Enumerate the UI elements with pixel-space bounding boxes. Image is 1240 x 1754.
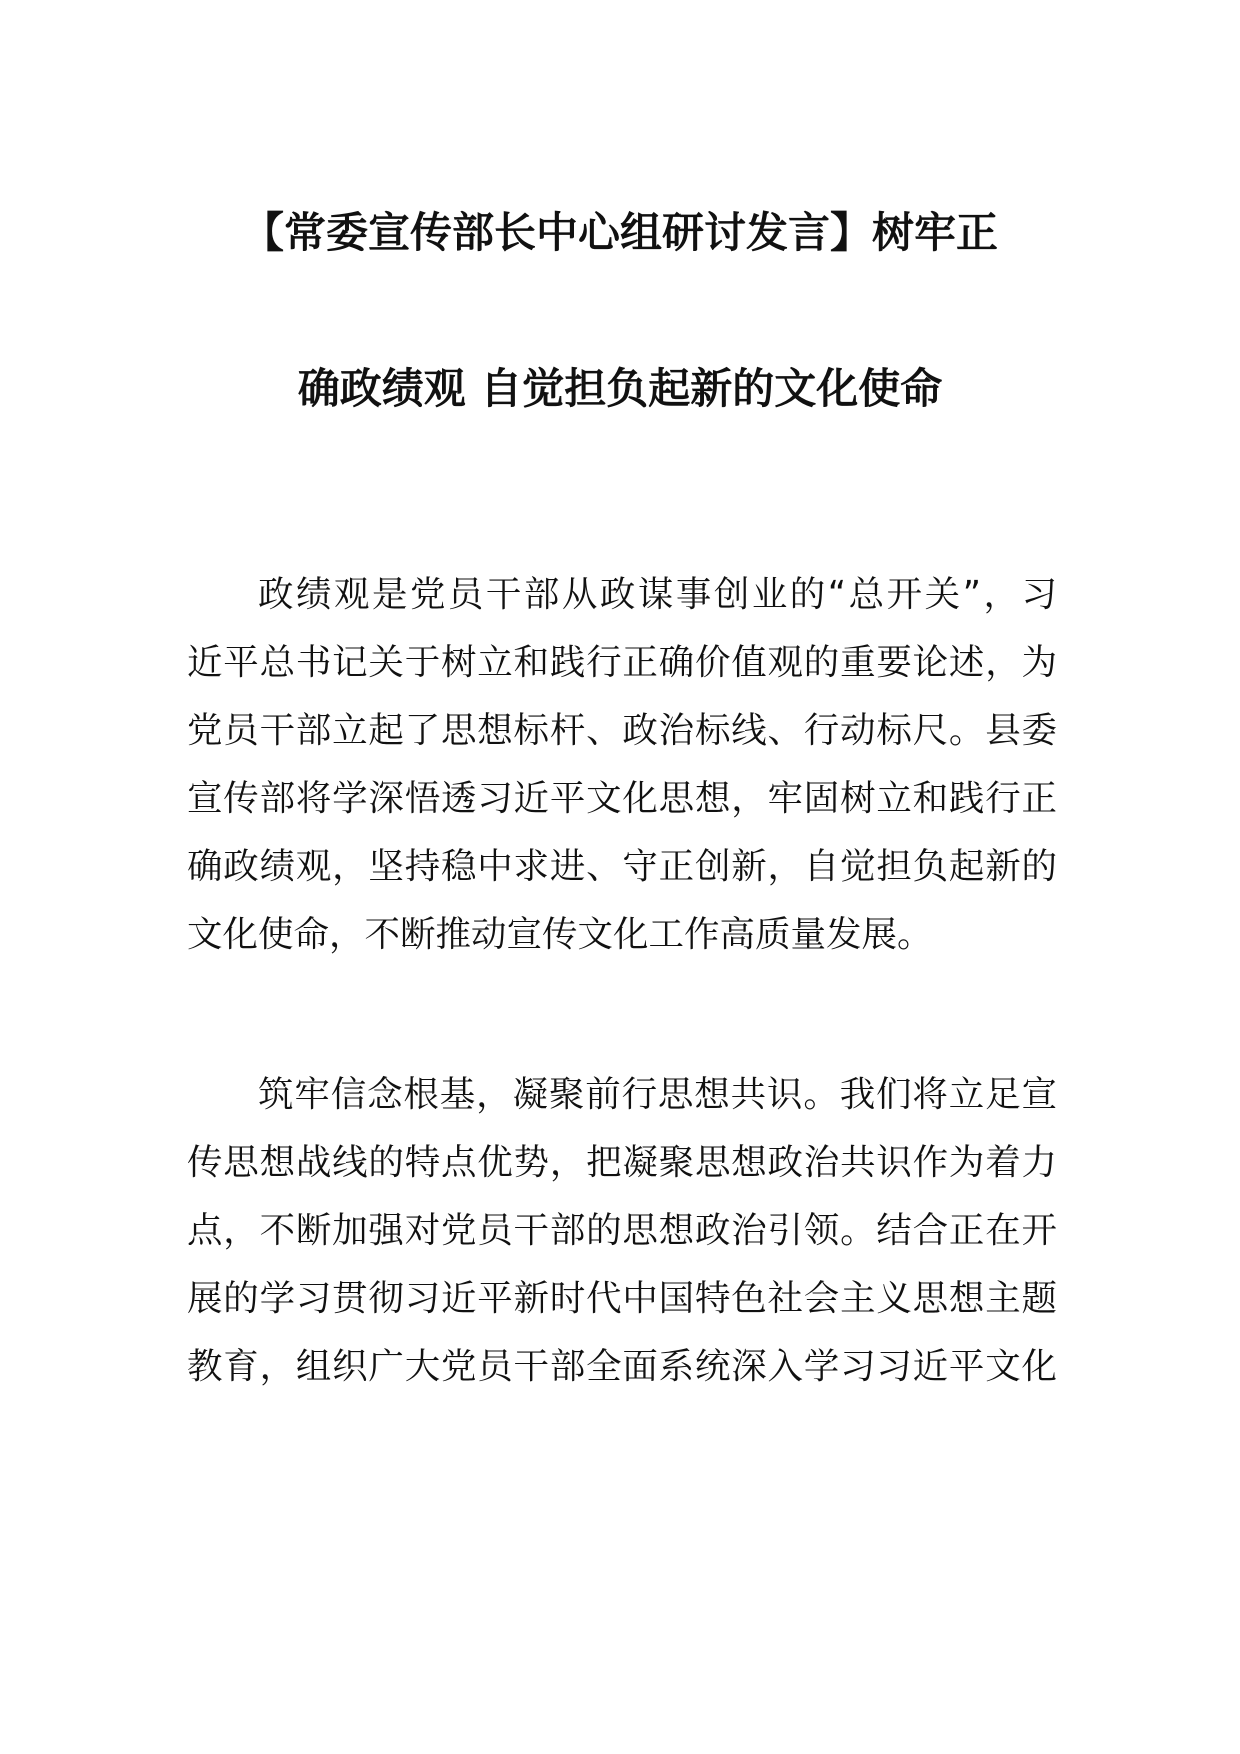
paragraph-2-line-1: 筑牢信念根基，凝聚前行思想共识。我们将立足宣 — [258, 1074, 1057, 1115]
paragraph-2-line-4: 展的学习贯彻习近平新时代中国特色社会主义思想主题 — [187, 1278, 1057, 1319]
paragraph-1-line-5: 确政绩观，坚持稳中求进、守正创新，自觉担负起新的 — [187, 846, 1057, 887]
document-title-line-1: 【常委宣传部长中心组研讨发言】树牢正 — [241, 208, 998, 257]
paragraph-1-line-3: 党员干部立起了思想标杆、政治标线、行动标尺。县委 — [187, 710, 1057, 751]
paragraph-2-line-2: 传思想战线的特点优势，把凝聚思想政治共识作为着力 — [187, 1142, 1057, 1183]
paragraph-2-line-3: 点，不断加强对党员干部的思想政治引领。结合正在开 — [187, 1210, 1057, 1251]
paragraph-1-line-2: 近平总书记关于树立和践行正确价值观的重要论述，为 — [187, 642, 1057, 683]
paragraph-1-line-1: 政绩观是党员干部从政谋事创业的“总开关”，习 — [258, 574, 1057, 615]
document-title-line-2: 确政绩观 自觉担负起新的文化使命 — [297, 364, 943, 413]
paragraph-2-line-5: 教育，组织广大党员干部全面系统深入学习习近平文化 — [187, 1346, 1057, 1387]
paragraph-1-line-6: 文化使命，不断推动宣传文化工作高质量发展。 — [187, 914, 933, 955]
paragraph-1-line-4: 宣传部将学深悟透习近平文化思想，牢固树立和践行正 — [187, 778, 1057, 819]
